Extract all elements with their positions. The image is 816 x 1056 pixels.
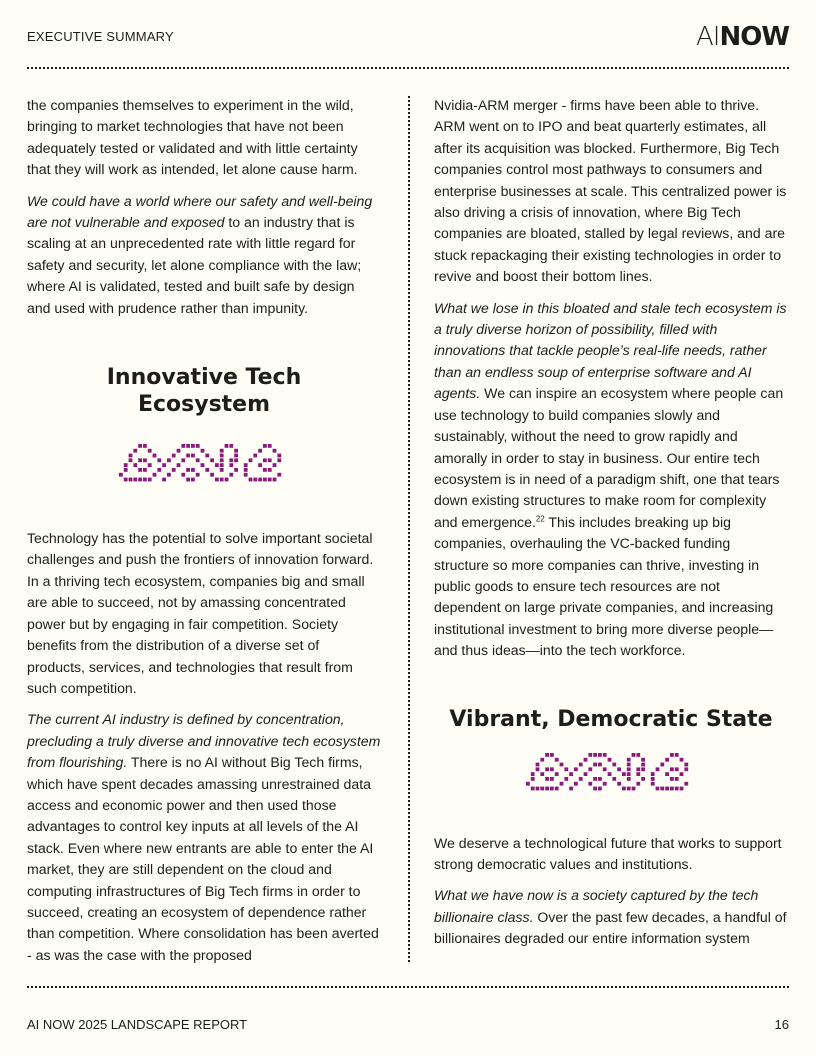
motif-pixel — [253, 454, 257, 458]
motif-pixel — [277, 473, 281, 477]
motif-pixel — [258, 449, 262, 453]
motif-pixel — [564, 777, 568, 781]
motif-pixel — [196, 473, 200, 477]
motif-pixel — [545, 777, 549, 781]
motif-pixel — [536, 767, 540, 771]
motif-pixel — [598, 777, 602, 781]
motif-pixel — [133, 463, 137, 467]
motif-pixel — [157, 468, 161, 472]
motif-pixel — [536, 786, 540, 790]
right-paragraph-4-emphasis: What we have now is a society captured by the tech billionaire class. — [434, 887, 759, 925]
motif-pixel — [186, 444, 190, 448]
motif-pixel — [550, 777, 554, 781]
right-paragraph-3: We deserve a technological future that works to support strong democratic values and institutions. — [434, 834, 782, 872]
motif-pixel — [268, 458, 272, 462]
footer-report-label: AI NOW 2025 LANDSCAPE REPORT — [27, 1017, 248, 1032]
motif-pixel — [263, 468, 267, 472]
motif-pixel — [177, 449, 181, 453]
heading-innovative-tech-ecosystem — [27, 364, 381, 418]
motif-pixel — [210, 458, 214, 462]
right-column — [434, 95, 788, 960]
left-column — [27, 95, 381, 976]
motif-pixel — [526, 781, 530, 785]
motif-pixel — [191, 478, 195, 482]
motif-pixel — [579, 777, 583, 781]
motif-pixel — [220, 463, 224, 467]
motif-pixel — [148, 463, 152, 467]
motif-pixel — [675, 777, 679, 781]
motif-pixel — [157, 458, 161, 462]
motif-pixel — [273, 449, 277, 453]
motif-pixel — [564, 767, 568, 771]
motif-pixel — [670, 777, 674, 781]
motif-pixel — [268, 478, 272, 482]
motif-pixel — [201, 449, 205, 453]
motif-pixel — [540, 757, 544, 761]
motif-pixel — [181, 444, 185, 448]
motif-pixel — [651, 781, 655, 785]
motif-pixel — [119, 473, 123, 477]
motif-pixel — [636, 781, 640, 785]
motif-pixel — [277, 454, 281, 458]
motif-pixel — [598, 786, 602, 790]
motif-pixel — [162, 478, 166, 482]
motif-pixel — [244, 468, 248, 472]
motif-pixel — [593, 762, 597, 766]
motif-pixel — [143, 444, 147, 448]
motif-pixel — [675, 786, 679, 790]
motif-pixel — [244, 463, 248, 467]
motif-pixel — [574, 767, 578, 771]
motif-pixel — [675, 767, 679, 771]
motif-pixel — [627, 762, 631, 766]
motif-pixel — [608, 772, 612, 776]
motif-pixel — [148, 478, 152, 482]
motif-pixel — [612, 762, 616, 766]
header-section-label: EXECUTIVE SUMMARY — [27, 29, 174, 44]
motif-pixel — [253, 478, 257, 482]
motif-pixel — [608, 757, 612, 761]
motif-pixel — [545, 753, 549, 757]
motif-pixel — [229, 444, 233, 448]
motif-pixel — [215, 463, 219, 467]
motif-pixel — [249, 458, 253, 462]
motif-pixel — [680, 786, 684, 790]
motif-pixel — [167, 473, 171, 477]
motif-pixel — [684, 762, 688, 766]
motif-pixel — [234, 458, 238, 462]
motif-pixel — [201, 463, 205, 467]
motif-pixel — [268, 468, 272, 472]
motif-pixel — [263, 478, 267, 482]
heading-vibrant-democratic-state: Vibrant, Democratic State — [449, 706, 773, 732]
motif-pixel — [680, 772, 684, 776]
motif-pixel — [234, 468, 238, 472]
motif-pixel — [225, 444, 229, 448]
motif-pixel — [555, 772, 559, 776]
motif-pixel — [627, 757, 631, 761]
motif-pixel — [670, 753, 674, 757]
logo-now-text: NOW — [719, 22, 789, 52]
motif-pixel — [584, 757, 588, 761]
motif-pixel — [598, 753, 602, 757]
motif-pixel — [603, 767, 607, 771]
pixel-wave-motif-icon — [526, 753, 696, 797]
logo-ai-text: AI — [695, 22, 720, 52]
motif-pixel — [588, 781, 592, 785]
motif-pixel — [593, 786, 597, 790]
motif-pixel — [665, 786, 669, 790]
motif-pixel — [129, 478, 133, 482]
motif-pixel — [641, 762, 645, 766]
motif-pixel — [636, 753, 640, 757]
motif-pixel — [191, 468, 195, 472]
header-divider — [27, 67, 789, 69]
motif-pixel — [622, 786, 626, 790]
motif-pixel — [593, 753, 597, 757]
motif-pixel — [550, 767, 554, 771]
motif-pixel — [162, 463, 166, 467]
motif-pixel — [622, 772, 626, 776]
motif-pixel — [656, 767, 660, 771]
motif-pixel — [138, 478, 142, 482]
motif-pixel — [665, 772, 669, 776]
right-paragraph-2-emphasis: What we lose in this bloated and stale tech ecosystem is a truly diverse horizon of possibility, filled with innovations that tackle people’s real-life needs, rather than an endless soup of enterprise software and AI agents. — [434, 299, 787, 402]
motif-pixel — [273, 478, 277, 482]
motif-pixel — [627, 786, 631, 790]
left-paragraph-3: Technology has the potential to solve important societal challenges and push the frontiers of innovation forward. In a thriving tech ecosystem, companies big and small are able to succeed, not by amassing concentrated power but by engaging in fair competition. Society benefits from the distribution of a diverse set of products, services, and technologies that result from such competition. — [27, 530, 374, 696]
motif-pixel — [632, 786, 636, 790]
motif-pixel — [234, 449, 238, 453]
motif-pixel — [196, 458, 200, 462]
motif-pixel — [603, 781, 607, 785]
motif-pixel — [574, 781, 578, 785]
motif-pixel — [627, 767, 631, 771]
motif-pixel — [124, 468, 128, 472]
motif-pixel — [684, 767, 688, 771]
motif-pixel — [536, 762, 540, 766]
motif-pixel — [588, 767, 592, 771]
pixel-wave-motif-icon — [119, 444, 289, 488]
motif-pixel — [225, 478, 229, 482]
right-paragraph-2-tail: This includes breaking up big companies, overhauling the VC-backed funding structure so more companies can thrive, investing in public goods to ensure tech resources are not dependent on large private companies, and increasing institutional investment to bring more diverse people—and thus ideas—into the tech workforce. — [434, 513, 774, 659]
motif-pixel — [540, 786, 544, 790]
motif-pixel — [651, 772, 655, 776]
heading-line-2: Ecosystem — [137, 392, 271, 418]
motif-pixel — [258, 478, 262, 482]
motif-pixel — [172, 454, 176, 458]
right-paragraph-4-text: Over the past few decades, a handful of billionaires degraded our entire information system — [434, 908, 787, 947]
footer-divider — [27, 986, 789, 988]
motif-pixel — [277, 458, 281, 462]
left-paragraph-2 — [27, 191, 381, 319]
motif-pixel — [167, 458, 171, 462]
footnote-marker[interactable]: 22 — [535, 514, 545, 524]
motif-pixel — [675, 753, 679, 757]
motif-pixel — [531, 786, 535, 790]
motif-pixel — [129, 454, 133, 458]
left-paragraph-4-text: There is no AI without Big Tech firms, which have spent decades amassing unrestrained data access and economic power and then used those advantages to control key inputs at all levels of the AI stack. Even where new entrants are able to enter the AI market, they are still dependent on the cloud and computing infrastructures of Big Tech firms in order to succeed, creating an ecosystem of dependence rather than competition. Where consolidation has been averted - as was the case with the proposed — [27, 754, 379, 963]
motif-pixel — [636, 772, 640, 776]
motif-pixel — [670, 767, 674, 771]
motif-pixel — [268, 444, 272, 448]
right-paragraph-4 — [434, 885, 788, 949]
motif-pixel — [229, 473, 233, 477]
motif-pixel — [153, 473, 157, 477]
motif-pixel — [177, 463, 181, 467]
motif-pixel — [612, 777, 616, 781]
motif-pixel — [641, 777, 645, 781]
motif-pixel — [258, 463, 262, 467]
motif-pixel — [133, 478, 137, 482]
right-paragraph-2-text: We can inspire an ecosystem where people can use technology to build companies slowly and sustainably, without the need to grow rapidly and amorally in order to stay in business. Our entire tech ecosystem is in need of a paradigm shift, one that tears down existing structures to make room for complexity and emergence. — [434, 385, 784, 530]
motif-pixel — [651, 777, 655, 781]
motif-pixel — [263, 458, 267, 462]
motif-pixel — [545, 786, 549, 790]
right-paragraph-2 — [434, 298, 788, 662]
motif-pixel — [632, 753, 636, 757]
motif-pixel — [555, 786, 559, 790]
motif-pixel — [550, 753, 554, 757]
motif-pixel — [617, 781, 621, 785]
motif-pixel — [560, 781, 564, 785]
motif-pixel — [191, 454, 195, 458]
motif-pixel — [598, 762, 602, 766]
motif-pixel — [153, 454, 157, 458]
motif-pixel — [186, 454, 190, 458]
motif-pixel — [205, 468, 209, 472]
page-number: 16 — [774, 1017, 789, 1032]
left-paragraph-1: the companies themselves to experiment in the wild, bringing to market technologies that have not been adequately tested or validated and with little certainty that they will work as intended, let alone cause harm. — [27, 97, 358, 178]
motif-pixel — [249, 478, 253, 482]
left-paragraph-4-emphasis: The current AI industry is defined by concentration, precluding a truly diverse and innovative tech ecosystem from flourishing. — [27, 711, 381, 771]
motif-pixel — [569, 786, 573, 790]
motif-pixel — [172, 468, 176, 472]
motif-pixel — [684, 781, 688, 785]
motif-pixel — [186, 468, 190, 472]
motif-pixel — [244, 473, 248, 477]
motif-pixel — [593, 777, 597, 781]
motif-pixel — [210, 473, 214, 477]
motif-pixel — [181, 473, 185, 477]
motif-pixel — [641, 767, 645, 771]
motif-pixel — [220, 478, 224, 482]
motif-pixel — [656, 786, 660, 790]
motif-pixel — [531, 772, 535, 776]
right-paragraph-1: Nvidia-ARM merger - firms have been able to thrive. ARM went on to IPO and beat quarterly estimates, all after its acquisition was blocked. Furthermore, Big Tech companies control most pathways to consumers and enterprise businesses at scale. This centralized power is also driving a crisis of innovation, where Big Tech companies are bloated, stalled by legal reviews, and are stuck repackaging their existing technologies in order to revive and boost their bottom lines. — [434, 97, 787, 285]
motif-pixel — [550, 786, 554, 790]
motif-pixel — [138, 444, 142, 448]
motif-pixel — [148, 449, 152, 453]
motif-pixel — [143, 478, 147, 482]
motif-pixel — [229, 458, 233, 462]
motif-pixel — [181, 458, 185, 462]
motif-pixel — [627, 772, 631, 776]
motif-pixel — [143, 468, 147, 472]
motif-pixel — [588, 753, 592, 757]
motif-pixel — [531, 777, 535, 781]
motif-pixel — [186, 478, 190, 482]
motif-pixel — [215, 478, 219, 482]
motif-pixel — [138, 458, 142, 462]
motif-pixel — [263, 444, 267, 448]
motif-pixel — [680, 757, 684, 761]
motif-pixel — [229, 463, 233, 467]
motif-pixel — [273, 463, 277, 467]
motif-pixel — [560, 762, 564, 766]
motif-pixel — [545, 767, 549, 771]
motif-pixel — [133, 449, 137, 453]
motif-pixel — [636, 767, 640, 771]
motif-pixel — [234, 454, 238, 458]
motif-pixel — [205, 454, 209, 458]
motif-pixel — [220, 454, 224, 458]
left-paragraph-2-emphasis: We could have a world where our safety and well-being are not vulnerable and exposed — [27, 192, 373, 231]
motif-pixel — [627, 777, 631, 781]
motif-pixel — [660, 786, 664, 790]
ai-now-logo — [696, 22, 789, 52]
motif-pixel — [584, 772, 588, 776]
motif-pixel — [579, 762, 583, 766]
motif-pixel — [665, 757, 669, 761]
column-divider — [408, 96, 410, 962]
motif-pixel — [124, 463, 128, 467]
heading-line-1: Innovative Tech — [106, 365, 302, 391]
motif-pixel — [138, 468, 142, 472]
motif-pixel — [670, 786, 674, 790]
motif-pixel — [641, 757, 645, 761]
left-paragraph-2-text: to an industry that is scaling at an unprecedented rate with little regard for safety and security, let alone compliance with the law; where AI is validated, tested and built safe by design and used with prudence rather than impunity. — [27, 214, 362, 316]
motif-pixel — [191, 444, 195, 448]
motif-pixel — [569, 772, 573, 776]
motif-pixel — [540, 772, 544, 776]
motif-pixel — [129, 458, 133, 462]
left-paragraph-4 — [27, 709, 381, 966]
motif-pixel — [617, 767, 621, 771]
motif-pixel — [660, 762, 664, 766]
motif-pixel — [220, 468, 224, 472]
motif-pixel — [124, 478, 128, 482]
motif-pixel — [220, 458, 224, 462]
motif-pixel — [555, 757, 559, 761]
motif-pixel — [220, 449, 224, 453]
motif-pixel — [196, 444, 200, 448]
motif-pixel — [603, 753, 607, 757]
motif-pixel — [143, 458, 147, 462]
